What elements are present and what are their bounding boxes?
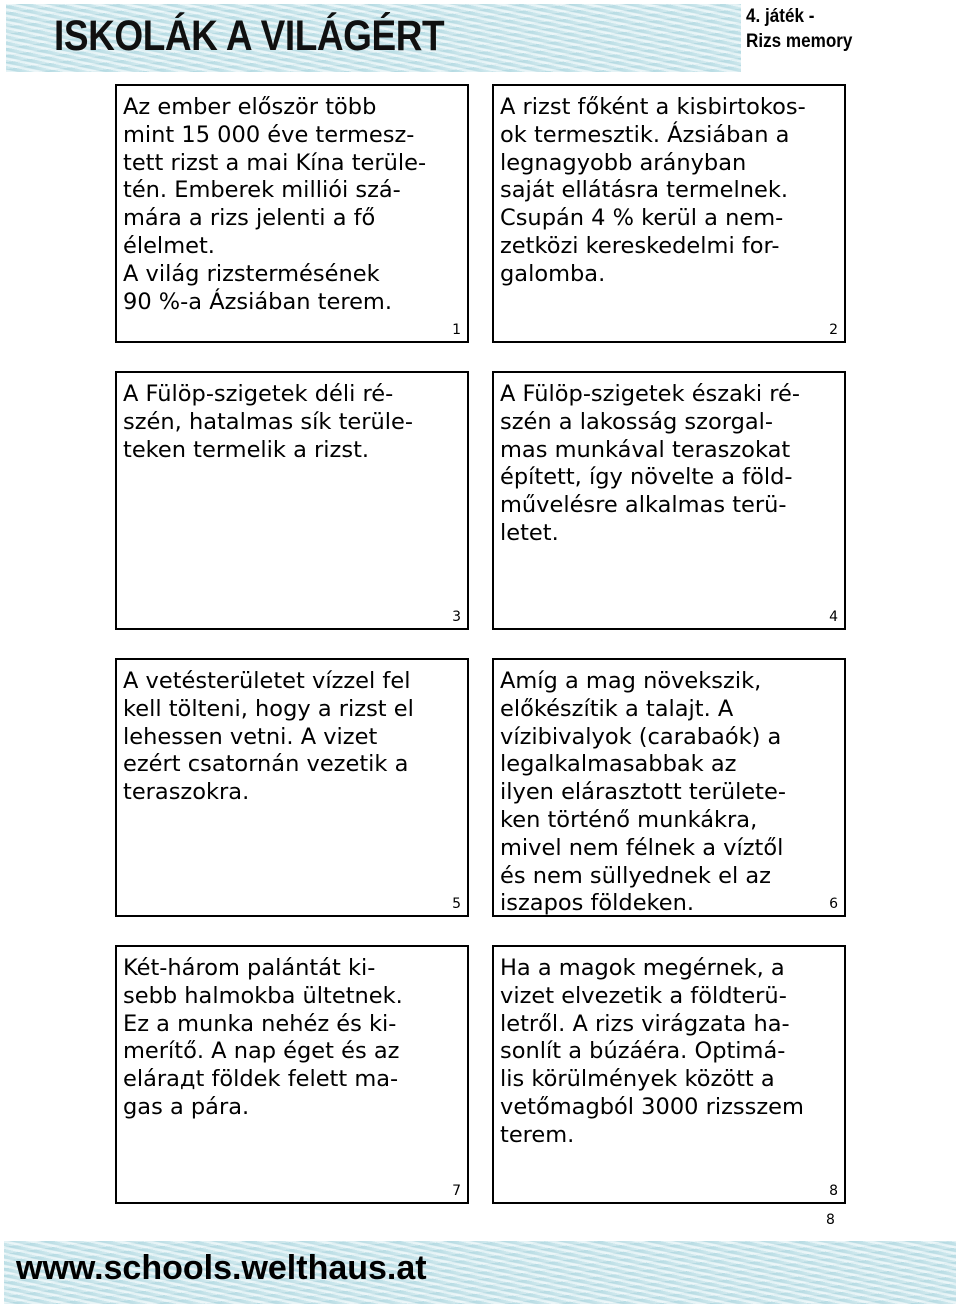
memory-card-3	[115, 371, 469, 630]
memory-card-4	[492, 371, 846, 630]
card-number: 6	[829, 896, 838, 912]
card-number: 3	[452, 609, 461, 625]
card-text: A rizst főként a kisbirtokos- ok termesztik. Ázsiában a legnagyobb arányban saját ellátásra termelnek. Csupán 4 % kerül a nem- zetközi kereskedelmi for- galomba.	[500, 94, 806, 287]
game-label-line1: 4. játék -	[746, 6, 815, 27]
memory-card-7	[115, 945, 469, 1204]
card-number: 8	[829, 1183, 838, 1199]
footer-banner	[4, 1241, 956, 1304]
game-label	[746, 4, 935, 54]
game-label-line2: Rizs memory	[746, 31, 853, 52]
memory-card-1	[115, 84, 469, 343]
header-banner	[6, 4, 741, 72]
card-number: 1	[452, 322, 461, 338]
card-number: 7	[452, 1183, 461, 1199]
card-text: Két-három palántát ki- sebb halmokba ültetnek. Ez a munka nehéz és ki- merítő. A nap éget és az elárадt földek felett ma- gas a pára.	[123, 955, 403, 1120]
card-number: 2	[829, 322, 838, 338]
card-text: A Fülöp-szigetek déli ré- szén, hatalmas sík terüle- teken termelik a rizst.	[123, 381, 413, 463]
footer-url[interactable]: www.schools.welthaus.at	[16, 1249, 427, 1287]
memory-card-2	[492, 84, 846, 343]
card-text: Ha a magok megérnek, a vizet elvezetik a földterü- letről. A rizs virágzata ha- sonlít a búzáéra. Optimá- lis körülmények között a vetőmagból 3000 rizsszem terem.	[500, 955, 804, 1148]
page-title: ISKOLÁK A VILÁGÉRT	[54, 12, 445, 60]
card-text: A Fülöp-szigetek északi ré- szén a lakosság szorgal- mas munkával teraszokat épített, így növelte a föld- művelésre alkalmas terü- letet.	[500, 381, 801, 546]
memory-card-6	[492, 658, 846, 917]
page-number: 8	[826, 1212, 835, 1228]
memory-card-8	[492, 945, 846, 1204]
card-text: Az ember először több mint 15 000 éve termesz- tett rizst a mai Kína terüle- tén. Emberek milliói szá- mára a rizs jelenti a fő élelmet. A világ rizstermésének 90 %-a Ázsiában terem.	[123, 94, 427, 315]
memory-card-5	[115, 658, 469, 917]
card-number: 4	[829, 609, 838, 625]
card-text: A vetésterületet vízzel fel kell tölteni, hogy a rizst el lehessen vetni. A vizet ezért csatornán vezetik a teraszokra.	[123, 668, 414, 806]
card-text: Amíg a mag növekszik, előkészítik a talajt. A vízibivalyok (carabaók) a legalkalmasabbak az ilyen elárasztott területe- ken történő munkákra, mivel nem félnek a víztől és nem süllyednek el az iszapos földeken.	[500, 668, 786, 917]
card-number: 5	[452, 896, 461, 912]
